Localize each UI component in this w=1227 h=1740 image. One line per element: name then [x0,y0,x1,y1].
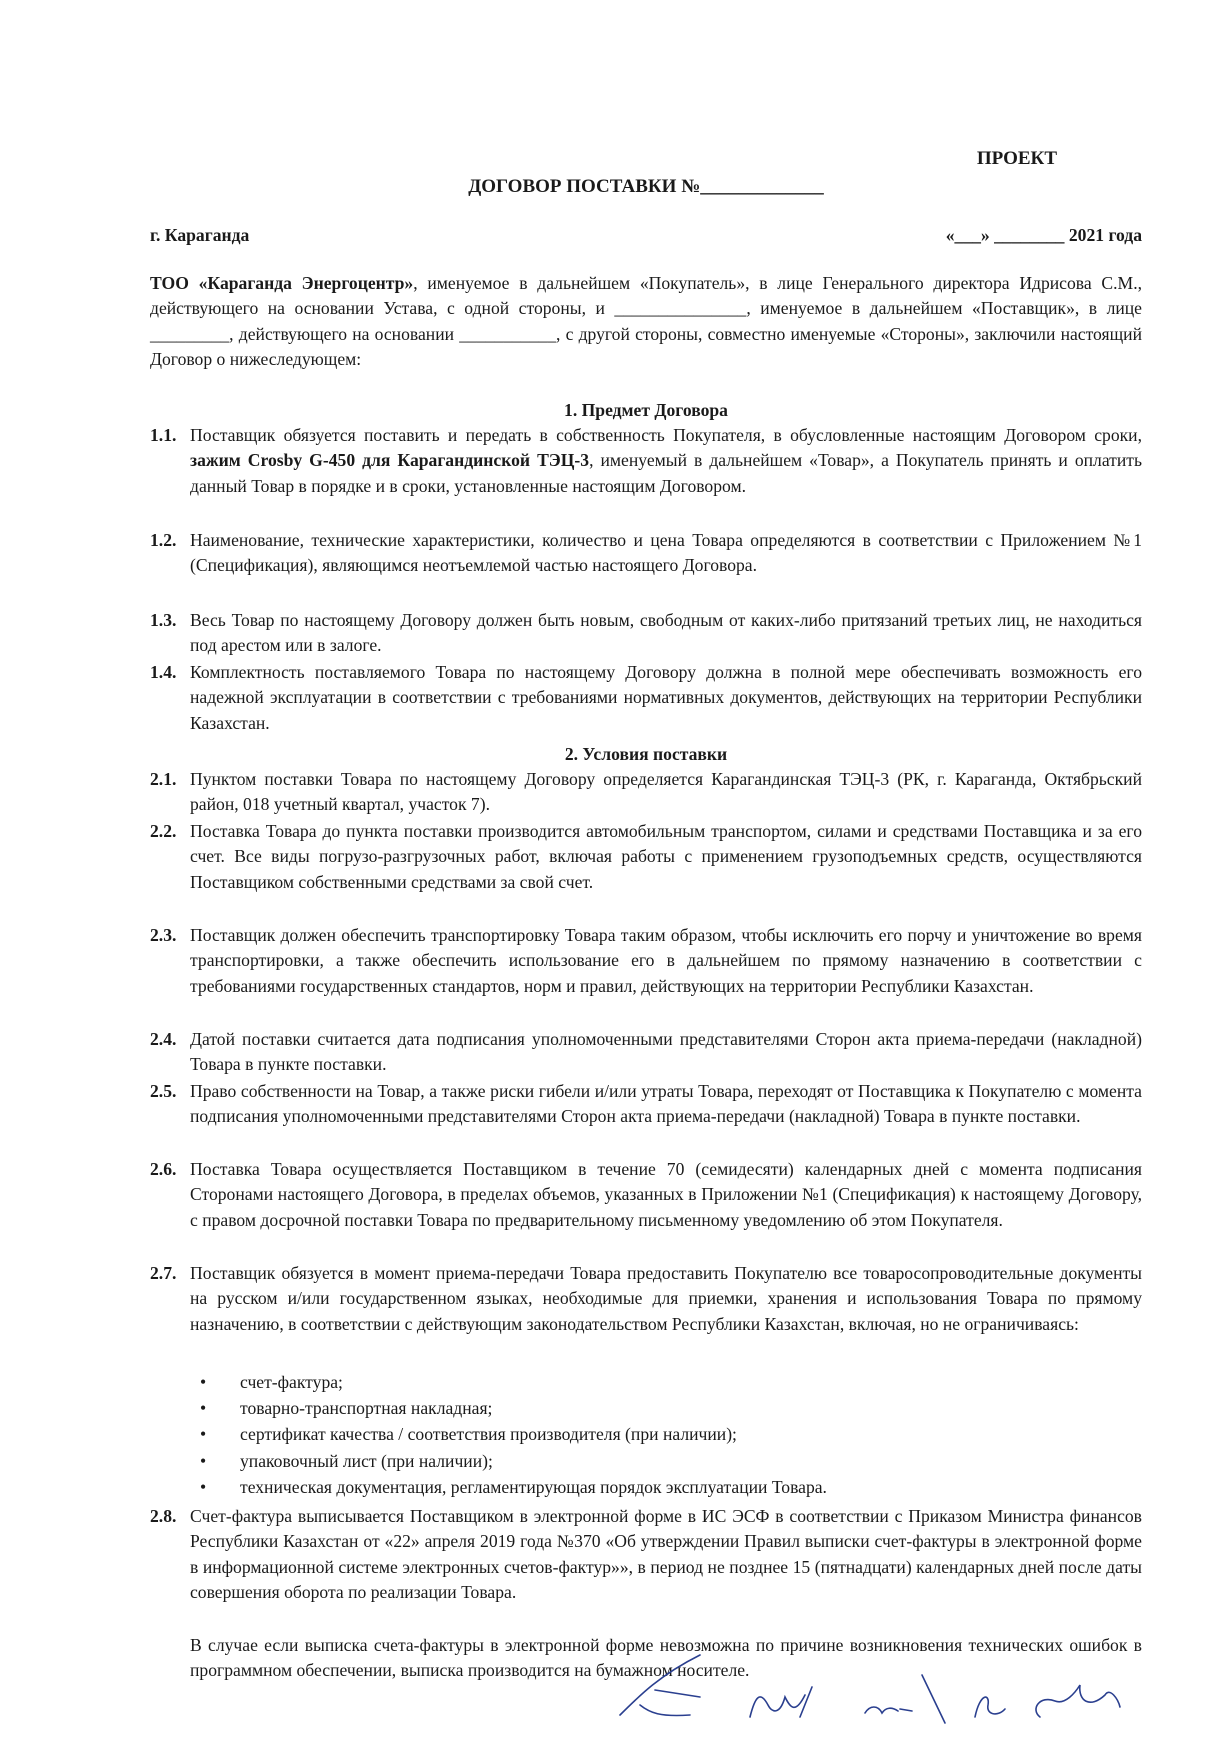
clause-text: Пунктом поставки Товара по настоящему Договору определяется Карагандинская ТЭЦ-3 (РК, г. Караганда, Октябрьский район, 018 учетный квартал, участок 7). [190,769,1142,815]
clause-number: 1.2. [150,530,177,550]
list-item: • сертификат качества / соответствия производителя (при наличии); [200,1422,1130,1448]
section-2-title: 2. Условия поставки [564,744,728,764]
clause-number: 2.5. [150,1081,177,1101]
clause-number: 2.6. [150,1159,177,1179]
section-2-clause-2-8 [150,1504,1142,1634]
clause-text: Наименование, технические характеристики, количество и цена Товара определяются в соответствии с Приложением №1 (Спецификация), являющимся неотъемлемой частью настоящего Договора. [190,530,1142,576]
clause-2-4 [150,1027,1142,1079]
clause-1-4 [150,660,1142,740]
paper-invoice-note: В случае если выписка счета-фактуры в электронной форме невозможна по причине возникновения технических ошибок в программном обеспечении, выписка производится на бумажном носителе. [190,1635,1142,1681]
clause-number: 1.3. [150,610,177,630]
clause-number: 1.1. [150,425,177,445]
clause-text: Счет-фактура выписывается Поставщиком в электронной форме в ИС ЭСФ в соответствии с Приказом Министра финансов Республики Казахстан от «22» апреля 2019 года №370 «Об утверждении Правил выписки счет-фактуры в электронной форме в информационной системе электронных счетов-фактур»», в период не позднее 15 (пятнадцати) календарных дней после даты совершения оборота по реализации Товара. [190,1506,1142,1603]
clause-text: Датой поставки считается дата подписания уполномоченными представителями Сторон акта приема-передачи (накладной) Товара в пункте поставки. [190,1029,1142,1075]
section-1-title: 1. Предмет Договора [564,400,728,420]
clause-text: Поставка Товара до пункта поставки производится автомобильным транспортом, силами и средствами Поставщика и за его счет. Все виды погрузо-разгрузочных работ, включая работы с применением грузоподъемных средств, осуществляются Поставщиком собственными средствами за свой счет. [190,821,1142,892]
clause-number: 2.7. [150,1263,177,1283]
list-item: • счет-фактура; [200,1370,1130,1396]
clause-2-7 [150,1261,1142,1365]
bullet-icon: • [200,1450,207,1471]
clause-text: Комплектность поставляемого Товара по настоящему Договору должна в полной мере обеспечивать возможность его надежной эксплуатации в соответствии с требованиями нормативных документов, действующих на территории Республики Казахстан. [190,662,1142,733]
section-2-clauses [150,767,1142,1365]
draft-stamp: ПРОЕКТ [976,148,1057,169]
contract-title: ДОГОВОР ПОСТАВКИ №_____________ [468,176,824,197]
bullet-icon: • [200,1398,207,1419]
clause-1-2 [150,528,1142,608]
signature-1-icon [620,1655,700,1716]
clause-1-3 [150,608,1142,660]
intro-paragraph [150,271,1142,373]
list-item: • техническая документация, регламентирующая порядок эксплуатации Товара. [200,1475,1130,1501]
clause-2-3 [150,923,1142,1027]
clause-1-1 [150,423,1142,528]
clause-2-5 [150,1079,1142,1157]
clause-2-6 [150,1157,1142,1261]
clause-text: Поставка Товара осуществляется Поставщиком в течение 70 (семидесяти) календарных дней с момента подписания Сторонами настоящего Договора, в пределах объемов, указанных в Приложении №1 (Спецификация) к настоящему Договору, с правом досрочной поставки Товара по предварительному письменному уведомлению об этом Покупателя. [190,1159,1142,1230]
buyer-name: ТОО «Караганда Энергоцентр» [150,273,414,293]
clause-text: Весь Товар по настоящему Договору должен быть новым, свободным от каких-либо притязаний третьих лиц, не находиться под арестом или в залоге. [190,610,1142,656]
signature-3-icon [865,1707,912,1713]
signature-6-icon [1036,1685,1120,1717]
clause-number: 2.1. [150,769,177,789]
list-item: • упаковочный лист (при наличии); [200,1449,1130,1475]
list-item: • товарно-транспортная накладная; [200,1396,1130,1422]
date-line: «___» ________ 2021 года [945,225,1142,245]
clause-2-1 [150,767,1142,819]
clause-text: Поставщик обязуется в момент приема-передачи Товара предоставить Покупателю все товаросопроводительные документы на русском и/или государственном языках, необходимые для приемки, хранения и использования Товара по прямому назначению, в соответствии с действующим законодательством Республики Казахстан, включая, но не ограничиваясь: [190,1263,1142,1334]
clause-number: 1.4. [150,662,177,682]
clause-2-8 [150,1504,1142,1634]
clause-2-2 [150,819,1142,923]
clause-text: Поставщик обязуется поставить и передать в собственность Покупателя, в обусловленные настоящим Договором сроки, зажим Crosby G-450 для Карагандинской ТЭЦ-3, именуемый в дальнейшем «Товар», а Покупатель принять и оплатить данный Товар в порядке и в сроки, установленные настоящим Договором. [190,425,1142,496]
initials-signatures [0,1635,1227,1725]
product-name: зажим Crosby G-450 для Карагандинской ТЭЦ-3 [190,450,590,471]
signature-2-icon [750,1687,812,1717]
clause-number: 2.2. [150,821,177,841]
clause-text: Право собственности на Товар, а также риски гибели и/или утраты Товара, переходят от Поставщика к Покупателю с момента подписания уполномоченными представителями Сторон акта приема-передачи (накладной) Товара в пункте поставки. [190,1081,1142,1127]
section-1-clauses [150,423,1142,740]
clause-number: 2.8. [150,1506,177,1526]
city-label: г. Караганда [150,225,250,245]
bullet-icon: • [200,1476,207,1497]
clause-text: Поставщик должен обеспечить транспортировку Товара таким образом, чтобы исключить его порчу и уничтожение во время транспортировки, а также обеспечить использование его в дальнейшем по прямому назначению в соответствии с требованиями государственных стандартов, норм и правил, действующих на территории Республики Казахстан. [190,925,1142,996]
clause-number: 2.3. [150,925,177,945]
intro-text: , именуемое в дальнейшем «Покупатель», в лице Генерального директора Идрисова С.М., действующего на основании Устава, с одной стороны, и _______________, именуемое в дальнейшем «Поставщик», в лице _________, действующего на основании ___________, с другой стороны, совместно именуемые «Стороны», заключили настоящий Договор о нижеследующем: [150,273,1142,370]
bullet-icon: • [200,1372,207,1392]
signature-5-icon [975,1697,1005,1717]
document-list [200,1370,1130,1501]
clause-number: 2.4. [150,1029,177,1049]
signature-4-icon [922,1675,945,1723]
bullet-icon: • [200,1424,207,1445]
